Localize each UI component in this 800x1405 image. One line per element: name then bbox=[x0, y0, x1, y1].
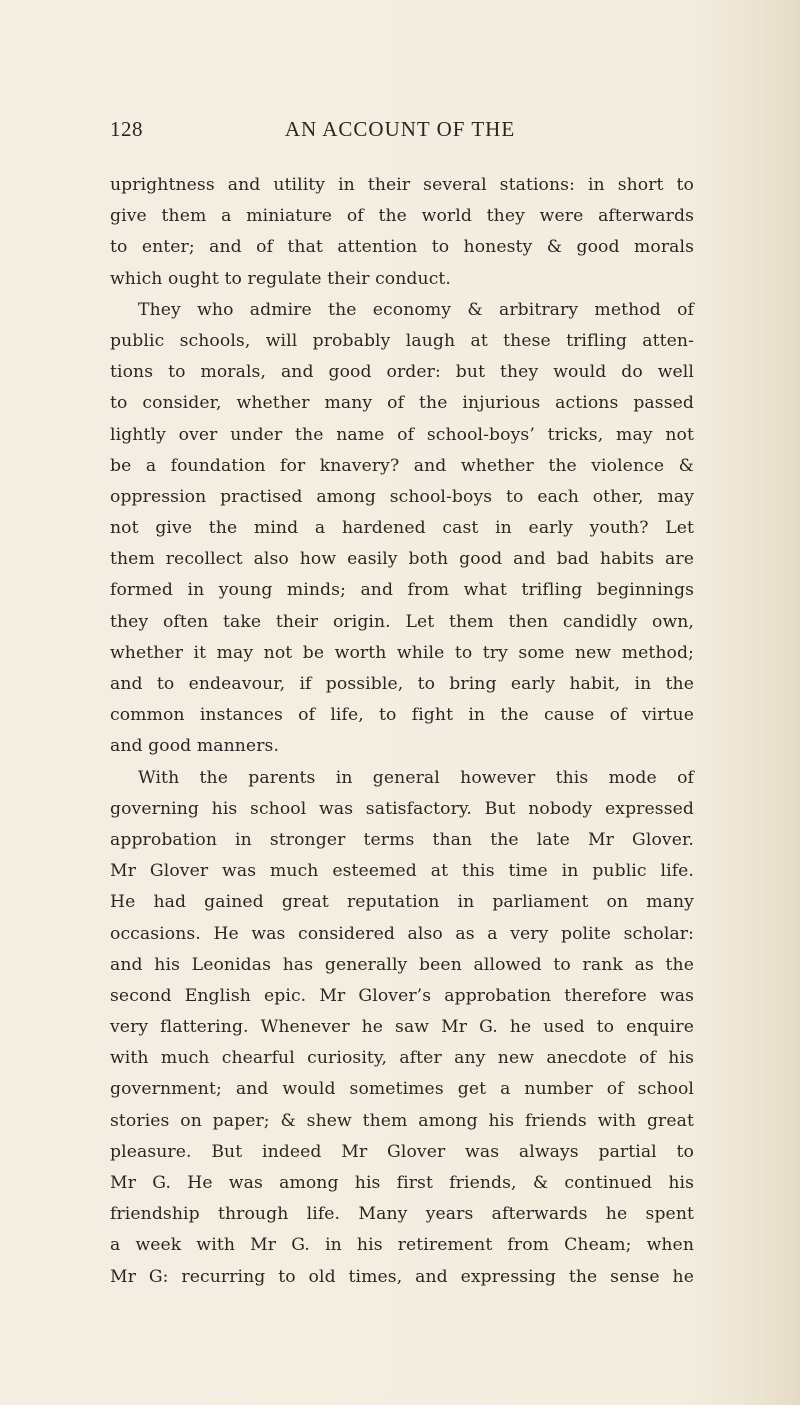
text-line: tions to morals, and good order: but they would do well bbox=[110, 362, 694, 383]
text-line: second English epic. Mr Glover’s approbation therefore was bbox=[110, 985, 694, 1006]
text-line: which ought to regulate their conduct. bbox=[110, 268, 451, 289]
text-line: common instances of life, to fight in the cause of virtue bbox=[110, 705, 694, 726]
paragraph-start-line: With the parents in general however this mode of bbox=[138, 767, 694, 788]
text-line: them recollect also how easily both good and bad habits are bbox=[110, 549, 694, 570]
text-line: whether it may not be worth while to try some new method; bbox=[110, 642, 694, 663]
text-line: lightly over under the name of school-boys’ tricks, may not bbox=[110, 424, 694, 445]
text-line: pleasure. But indeed Mr Glover was always partial to bbox=[110, 1141, 694, 1162]
text-line: occasions. He was considered also as a very polite scholar: bbox=[110, 923, 694, 944]
text-line: Mr G: recurring to old times, and expressing the sense he bbox=[110, 1266, 694, 1287]
text-line: a week with Mr G. in his retirement from Cheam; when bbox=[110, 1235, 694, 1256]
paragraph-start-line: They who admire the economy & arbitrary method of bbox=[138, 299, 694, 320]
text-line: they often take their origin. Let them then candidly own, bbox=[110, 611, 694, 632]
text-line: with much chearful curiosity, after any new anecdote of his bbox=[110, 1048, 694, 1069]
text-line: and good manners. bbox=[110, 736, 280, 757]
text-line: not give the mind a hardened cast in early youth? Let bbox=[110, 518, 694, 539]
text-line: very flattering. Whenever he saw Mr G. he used to enquire bbox=[110, 1017, 694, 1038]
text-line: governing his school was satisfactory. But nobody expressed bbox=[110, 798, 694, 819]
text-line: government; and would sometimes get a number of school bbox=[110, 1079, 694, 1100]
text-line: and to endeavour, if possible, to bring early habit, in the bbox=[110, 674, 694, 694]
running-head bbox=[110, 117, 690, 145]
text-line: Mr G. He was among his first friends, & continued his bbox=[110, 1173, 694, 1193]
text-line: approbation in stronger terms than the late Mr Glover. bbox=[110, 829, 694, 850]
text-line: formed in young minds; and from what trifling beginnings bbox=[110, 580, 694, 601]
text-line: be a foundation for knavery? and whether the violence & bbox=[110, 455, 694, 476]
text-line: give them a miniature of the world they were afterwards bbox=[110, 206, 694, 227]
text-line: oppression practised among school-boys to each other, may bbox=[110, 486, 694, 507]
text-line: and his Leonidas has generally been allowed to rank as the bbox=[110, 954, 694, 975]
text-line: friendship through life. Many years afterwards he spent bbox=[110, 1204, 694, 1225]
text-line: to consider, whether many of the injurious actions passed bbox=[110, 393, 694, 414]
body-text bbox=[110, 170, 694, 1293]
page-number: 128 bbox=[110, 117, 143, 141]
text-line: uprightness and utility in their several stations: in short to bbox=[110, 175, 694, 195]
text-line: public schools, will probably laugh at these trifling atten- bbox=[110, 330, 694, 351]
text-line: stories on paper; & shew them among his friends with great bbox=[110, 1110, 694, 1131]
text-line: He had gained great reputation in parliament on many bbox=[110, 892, 694, 913]
text-line: Mr Glover was much esteemed at this time in public life. bbox=[110, 861, 694, 882]
text-line: to enter; and of that attention to honesty & good morals bbox=[110, 237, 694, 258]
running-title: AN ACCOUNT OF THE bbox=[284, 117, 516, 141]
